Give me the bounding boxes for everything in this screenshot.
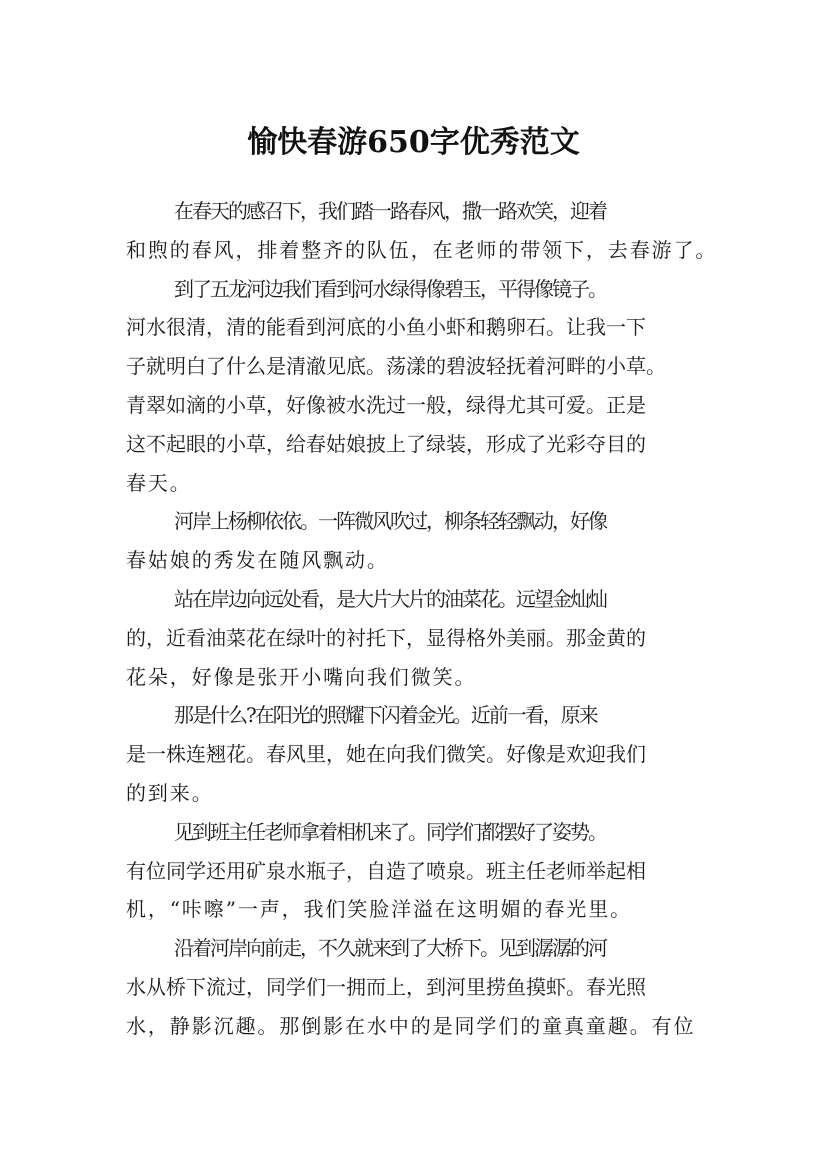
paragraph [126,696,711,812]
paragraph-line: 沿着河岸向前走，不久就来到了大桥下。见到潺潺的河 [174,936,606,961]
paragraph [126,502,711,580]
paragraph-line: 是一株连翘花。春风里，她在向我们微笑。好像是欢迎我们 [126,742,646,767]
document-body [126,192,718,1046]
paragraph [126,580,711,696]
paragraph-line: 有位同学还用矿泉水瓶子，自造了喷泉。班主任老师举起相 [126,858,646,883]
paragraph-line: 的到来。 [126,780,214,805]
paragraph [126,929,711,1045]
paragraph-line: 到了五龙河边我们看到河水绿得像碧玉，平得像镜子。 [174,276,606,301]
paragraph-line: 子就明白了什么是清澈见底。荡漾的碧波轻抚着河畔的小草。 [126,354,666,379]
paragraph-line: 青翠如滴的小草，好像被水洗过一般，绿得尤其可爱。正是 [126,392,646,417]
paragraph-line: 花朵，好像是张开小嘴向我们微笑。 [126,664,477,689]
paragraph-line: 河水很清，清的能看到河底的小鱼小虾和鹅卵石。让我一下 [126,315,646,340]
paragraph [126,270,711,503]
paragraph-line: 春姑娘的秀发在随风飘动。 [126,548,389,573]
paragraph-line: 这不起眼的小草，给春姑娘披上了绿装，形成了光彩夺目的 [126,431,646,456]
document-title: 愉快春游650字优秀范文 [247,125,580,161]
paragraph-line: 机，“咔嚓”一声，我们笑脸洋溢在这明媚的春光里。 [126,897,633,922]
paragraph-line: 水从桥下流过，同学们一拥而上，到河里捞鱼摸虾。春光照 [126,974,646,999]
paragraph [126,813,711,929]
paragraph-line: 和煦的春风，排着整齐的队伍，在老师的带领下，去春游了。 [126,237,718,262]
paragraph-line: 在春天的感召下，我们踏一路春风，撒一路欢笑，迎着 [174,199,606,223]
paragraph-line: 河岸上杨柳依依。一阵微风吹过，柳条轻轻飘动，好像 [174,509,606,534]
paragraph-line: 那是什么?在阳光的照耀下闪着金光。近前一看，原来 [174,703,597,728]
paragraph-line: 站在岸边向远处看，是大片大片的油菜花。远望金灿灿 [174,586,606,611]
paragraph [126,192,718,270]
paragraph-line: 的，近看油菜花在绿叶的衬托下，显得格外美丽。那金黄的 [126,625,646,650]
paragraph-line: 春天。 [126,470,192,495]
paragraph-line: 水，静影沉趣。那倒影在水中的是同学们的童真童趣。有位 [126,1013,696,1038]
paragraph-line: 见到班主任老师拿着相机来了。同学们都摆好了姿势。 [174,819,606,844]
